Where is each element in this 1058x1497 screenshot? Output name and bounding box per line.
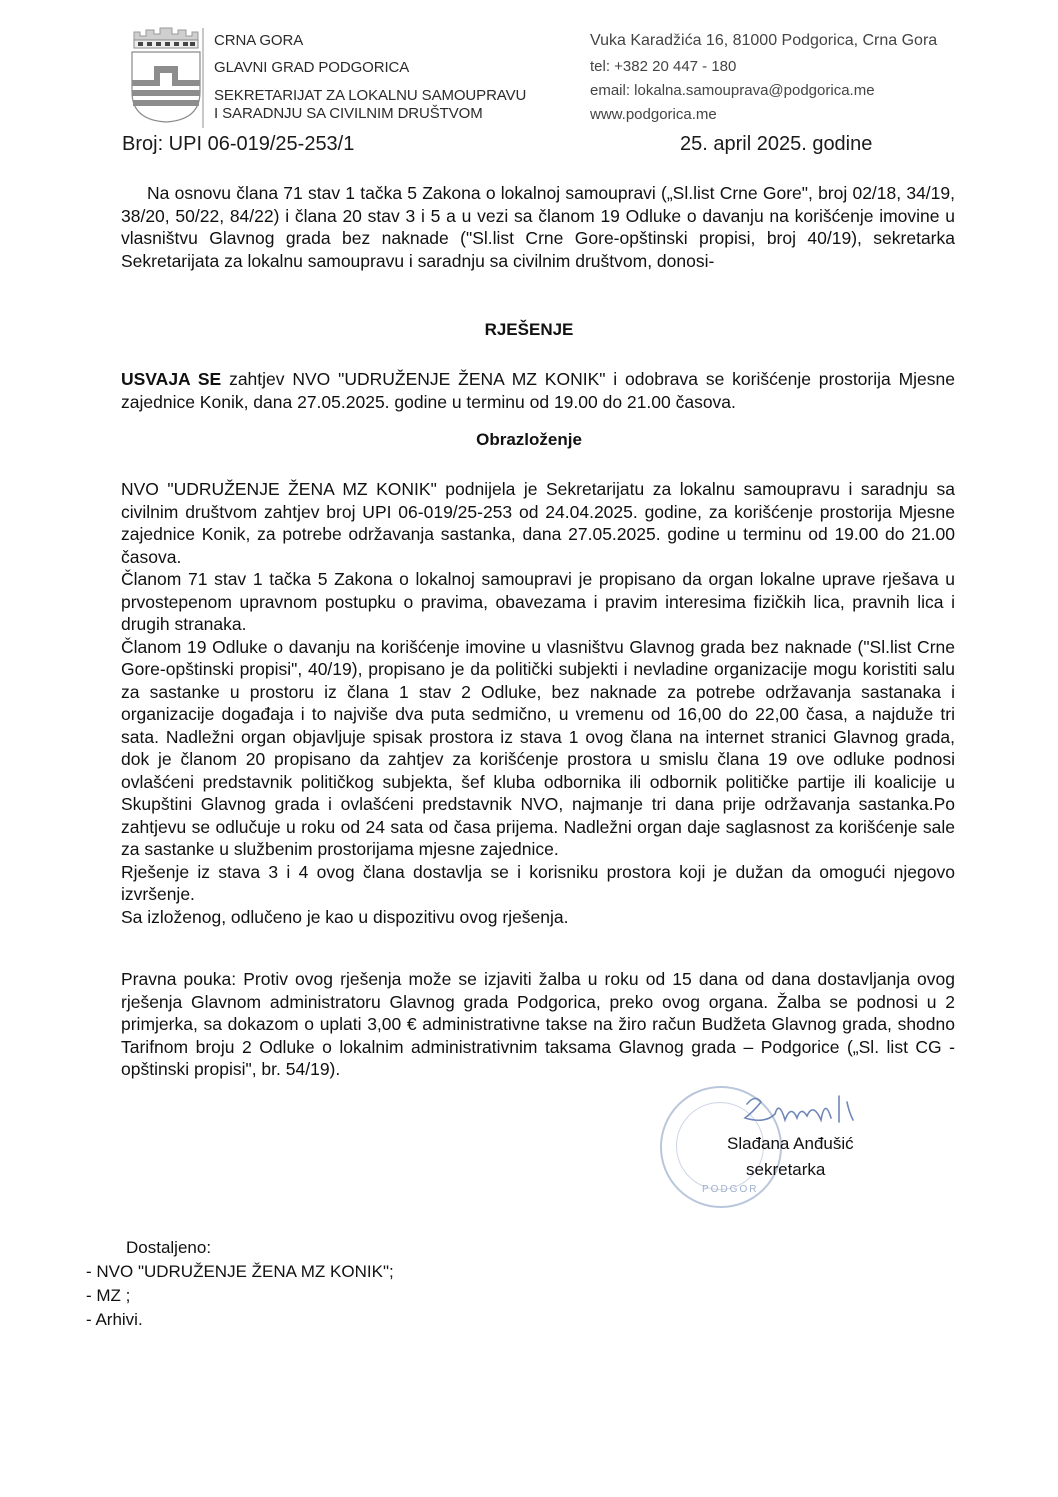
org-secretariat: SEKRETARIJAT ZA LOKALNU SAMOUPRAVU	[214, 87, 527, 104]
reasoning-title: Obrazloženje	[476, 430, 582, 449]
legal-notice-text: Protiv ovog rješenja može se izjaviti žalba u roku od 15 dana od dana dostavljanja ovog rješenja Glavnom administratoru Glavnog grada Podgorica, preko ovog organa. Žalba se podnosi u 2 primjerka, sa dokazom o uplati 3,00 € administrativne takse na žiro račun Budžeta Glavnog grada, shodno Tarifnom broju 2 Odluke o lokalnim administrativnim taksama Glavnog grada – Podgorice („Sl. list CG - opštinski propisi", br. 54/19).	[121, 969, 955, 1079]
decision-paragraph	[121, 368, 955, 413]
contact-email[interactable]: email: lokalna.samouprava@podgorica.me	[590, 82, 875, 99]
delivered-item: - MZ ;	[86, 1286, 131, 1305]
reasoning-paragraph-1: NVO "UDRUŽENJE ŽENA MZ KONIK" podnijela je Sekretarijatu za lokalnu samoupravu i saradnju sa civilnim društvom zahtjev broj UPI 06-019/25-253 od 24.04.2025. godine, za korišćenje prostorija Mjesne zajednice Konik, za potrebe održavanja sastanka, dana 27.05.2025. godine u terminu od 19.00 do 21.00 časova.	[121, 479, 955, 567]
handwritten-signature	[735, 1090, 875, 1132]
delivered-item: - NVO "UDRUŽENJE ŽENA MZ KONIK";	[86, 1262, 394, 1281]
decision-lead: USVAJA SE	[121, 369, 222, 389]
signatory-name: Slađana Anđušić	[727, 1134, 854, 1153]
org-country: CRNA GORA	[214, 32, 304, 49]
decision-title: RJEŠENJE	[484, 320, 574, 339]
decision-text: zahtjev NVO "UDRUŽENJE ŽENA MZ KONIK" i odobrava se korišćenje prostorija Mjesne zajednice Konik, dana 27.05.2025. godine u terminu od 19.00 do 21.00 časova.	[121, 369, 956, 412]
org-secretariat-line2: I SARADNJU SA CIVILNIM DRUŠTVOM	[214, 105, 483, 122]
document-date: 25. april 2025. godine	[680, 133, 873, 155]
legal-notice-label: Pravna pouka:	[121, 969, 237, 989]
contact-website[interactable]: www.podgorica.me	[590, 106, 717, 123]
coat-of-arms-icon	[128, 26, 204, 124]
delivered-label: Dostaljeno:	[126, 1238, 212, 1257]
contact-phone: tel: +382 20 447 - 180	[590, 58, 737, 75]
intro-text: Na osnovu člana 71 stav 1 tačka 5 Zakona o lokalnoj samoupravi („Sl.list Crne Gore", broj 02/18, 34/19, 38/20, 50/22, 84/22) i člana 20 stav 3 i 5 a u vezi sa članom 19 Odluke o davanju na korišćenje imovine u vlasništvu Glavnog grada bez naknade ("Sl.list Crne Gore-opštinski propisi, broj 40/19), sekretarka Sekretarijata za lokalnu samoupravu i saradnju sa civilnim društvom, donosi-	[121, 183, 955, 271]
reasoning-paragraph-3: Članom 19 Odluke o davanju na korišćenje imovine u vlasništvu Glavnog grada bez naknade ("Sl.list Crne Gore-opštinski propisi", 40/19), propisano je da politički subjekti i nevladine organizacije mogu koristiti salu za sastanke u prostoru iz člana 1 stav 2 Odluke, bez naknade za potrebe održavanja sastanaka i organizacije događaja i to najviše dva puta sedmično, u vremenu od 16,00 do 22,00 časa, a najduže tri sata. Nadležni organ objavljuje spisak prostora iz stava 1 ovog člana na internet stranici Glavnog grada, dok je članom 20 propisano da zahtjev za korišćenje prostora u smislu člana 19 ove odluke podnosi ovlašćeni predstavnik političkog subjekta, šef kluba odbornika ili odbornik političke partije ili koalicije u Skupštini Glavnog grada i ovlašćeni predstavnik NVO, najmanje tri dana prije održavanja sastanka.Po zahtjevu se odlučuje u roku od 24 sata od časa prijema. Nadležni organ daje saglasnost za korišćenje sale za sastanke u službenim prostorijama mjesne zajednice.	[121, 636, 955, 859]
reasoning-paragraph-5: Sa izloženog, odlučeno je kao u dispozitivu ovog rješenja.	[121, 906, 569, 927]
intro-paragraph	[121, 182, 955, 272]
document-number: Broj: UPI 06-019/25-253/1	[122, 133, 355, 155]
header-divider	[202, 28, 204, 128]
reasoning-paragraph-2: Članom 71 stav 1 tačka 5 Zakona o lokalnoj samoupravi je propisano da organ lokalne uprave rješava u prvostepenom upravnom postupku o pravima, obavezama i pravim interesima fizičkih lica, pravnih lica i drugih stranaka.	[121, 569, 955, 634]
legal-notice	[121, 968, 955, 1081]
stamp-text: PODGOR	[702, 1184, 759, 1195]
signatory-role: sekretarka	[746, 1160, 826, 1179]
reasoning-section	[121, 478, 955, 928]
reasoning-paragraph-4: Rješenje iz stava 3 i 4 ovog člana dostavlja se i korisniku prostora koji je dužan da omogući njegovo izvršenje.	[121, 861, 955, 904]
delivered-item: - Arhivi.	[86, 1310, 143, 1329]
contact-address: Vuka Karadžića 16, 81000 Podgorica, Crna Gora	[590, 32, 938, 49]
org-city: GLAVNI GRAD PODGORICA	[214, 59, 410, 76]
